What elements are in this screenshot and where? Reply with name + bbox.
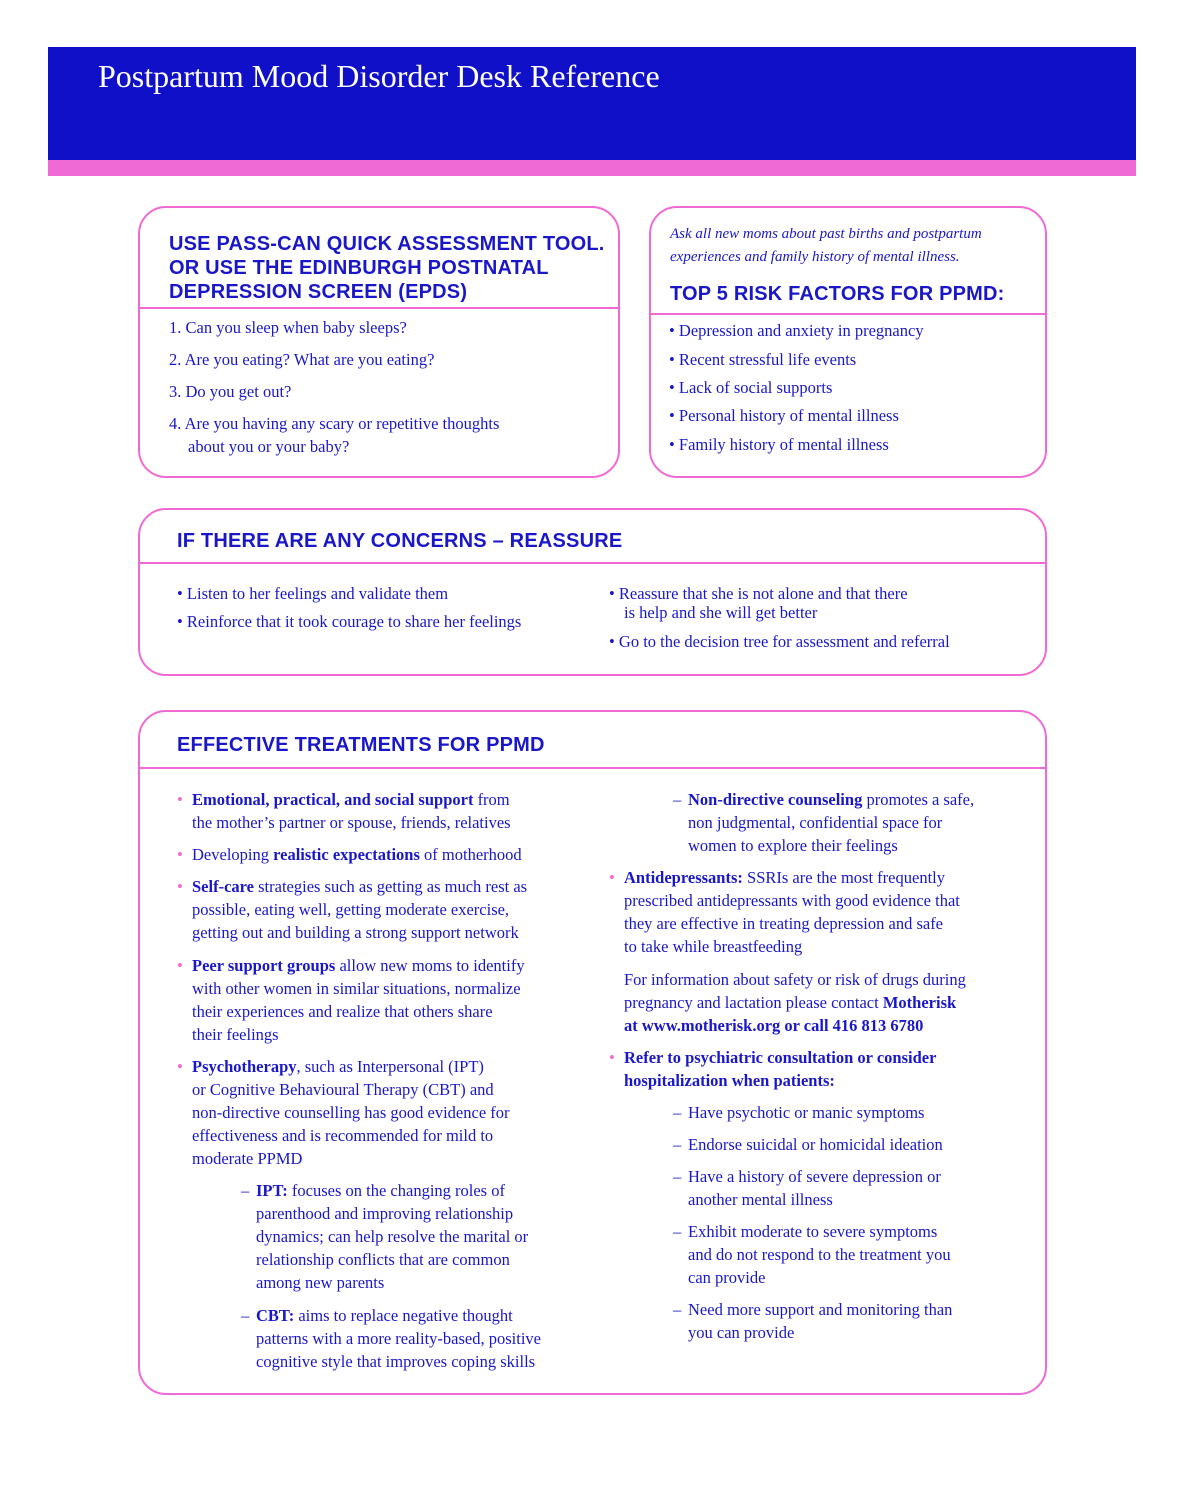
dash-icon: – [673,1103,682,1122]
refer-item: Endorse suicidal or homicidal ideation [688,1135,943,1154]
header-accent-stripe [48,160,1136,176]
treatments-heading: EFFECTIVE TREATMENTS FOR PPMD [177,734,545,756]
dash-icon: – [673,1135,682,1154]
bullet-icon: • [177,1057,183,1076]
risk-item: • Family history of mental illness [669,435,889,454]
risk-item: • Depression and anxiety in pregnancy [669,321,924,340]
reassure-item: • Listen to her feelings and validate them [177,584,449,603]
risk-factors-box [649,206,1047,478]
dash-icon: – [673,1300,682,1319]
risk-intro: Ask all new moms about past births and postpartum experiences and family history of mental illness. [670,226,982,265]
treatment-self-care: Self-care strategies such as getting as much rest as possible, eating well, getting moderate exercise, getting out and building a strong support network [192,877,528,942]
reassure-box [138,508,1047,676]
reassure-item: • Reinforce that it took courage to share her feelings [177,612,522,631]
treatment-expectations: Developing realistic expectations of motherhood [192,845,522,864]
risk-divider [651,313,1045,315]
reassure-item: • Go to the decision tree for assessment and referral [609,632,950,651]
bullet-icon: • [177,845,183,864]
risk-item: • Personal history of mental illness [669,406,899,425]
dash-icon: – [241,1306,250,1325]
treatment-cbt: CBT: aims to replace negative thought patterns with a more reality-based, positive cognitive style that improves coping skills [256,1306,541,1371]
treatment-psychotherapy: Psychotherapy, such as Interpersonal (IPT) or Cognitive Behavioural Therapy (CBT) and non-directive counselling has good evidence for effectiveness and is recommended for mild to moderate PPMD [192,1057,510,1168]
treatment-non-directive: Non-directive counseling promotes a safe, non judgmental, confidential space for women to explore their feelings [688,790,975,855]
treatments-divider [140,767,1045,769]
treatment-emotional-support: Emotional, practical, and social support from the mother’s partner or spouse, friends, relatives [192,790,511,832]
assessment-box [138,206,620,478]
reassure-item: • Reassure that she is not alone and that there [609,584,908,603]
dash-icon: – [673,1167,682,1186]
assessment-question: 1. Can you sleep when baby sleeps? [169,318,407,337]
treatment-peer-support: Peer support groups allow new moms to identify with other women in similar situations, normalize their experiences and realize that others share their feelings [192,956,525,1044]
reassure-divider [140,562,1045,564]
assessment-question: 3. Do you get out? [169,382,292,401]
refer-heading: Refer to psychiatric consultation or consider hospitalization when patients: [624,1048,937,1090]
risk-item: • Recent stressful life events [669,350,857,369]
page-title: Postpartum Mood Disorder Desk Reference [98,58,660,94]
bullet-icon: • [609,1048,615,1067]
assessment-heading: USE PASS-CAN QUICK ASSESSMENT TOOL. OR USE THE EDINBURGH POSTNATAL DEPRESSION SCREEN (EPDS) [169,233,605,303]
bullet-icon: • [177,790,183,809]
reassure-heading: IF THERE ARE ANY CONCERNS – REASSURE [177,530,623,552]
assessment-question-cont: about you or your baby? [188,437,350,456]
treatment-antidepressants: Antidepressants: SSRIs are the most frequently prescribed antidepressants with good evidence that they are effective in treating depression and safe to take while breastfeeding [624,868,960,956]
refer-item: Have a history of severe depression or another mental illness [688,1167,941,1209]
dash-icon: – [673,1222,682,1241]
assessment-divider [140,307,618,309]
dash-icon: – [673,790,682,809]
assessment-question: 2. Are you eating? What are you eating? [169,350,435,369]
risk-item: • Lack of social supports [669,378,833,397]
dash-icon: – [241,1181,250,1200]
refer-item: Exhibit moderate to severe symptoms and do not respond to the treatment you can provide [688,1222,951,1287]
refer-item: Need more support and monitoring than you can provide [688,1300,953,1342]
bullet-icon: • [177,877,183,896]
motherisk-info: For information about safety or risk of drugs during pregnancy and lactation please contact Motherisk at www.motherisk.org or call 416 813 6780 [624,970,966,1035]
bullet-icon: • [177,956,183,975]
refer-item: Have psychotic or manic symptoms [688,1103,925,1122]
reassure-item-cont: is help and she will get better [624,603,818,622]
bullet-icon: • [609,868,615,887]
assessment-question: 4. Are you having any scary or repetitive thoughts [169,414,500,433]
treatments-box [138,710,1047,1395]
risk-heading: TOP 5 RISK FACTORS FOR PPMD: [670,283,1005,305]
treatment-ipt: IPT: focuses on the changing roles of parenthood and improving relationship dynamics; can help resolve the marital or relationship conflicts that are common among new parents [256,1181,529,1292]
